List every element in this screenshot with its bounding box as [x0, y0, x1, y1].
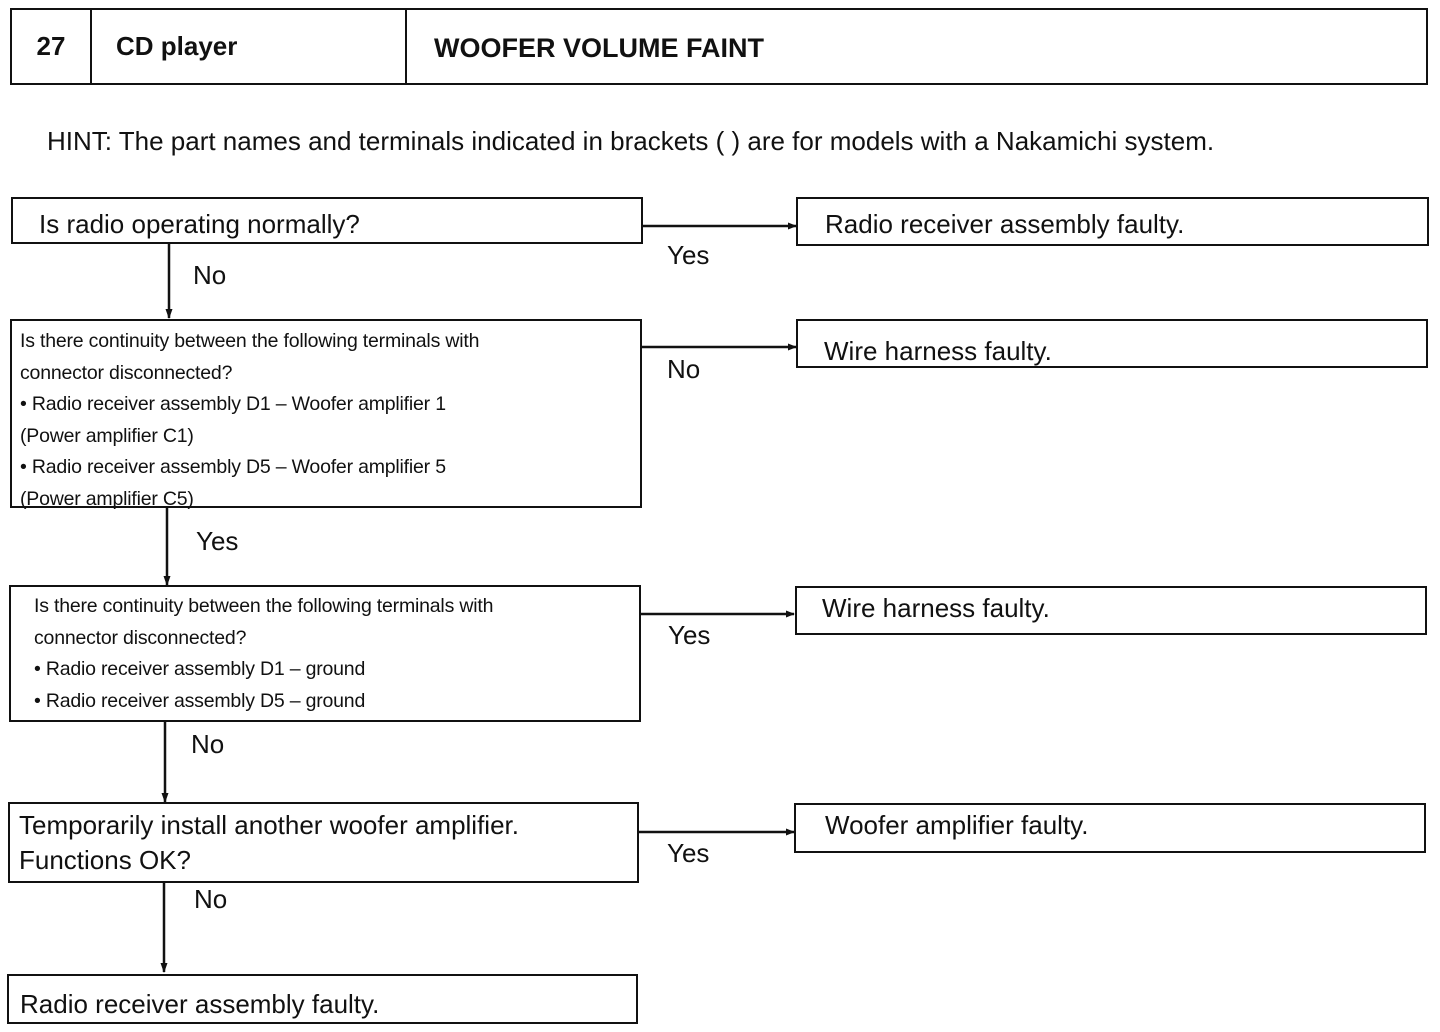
question-line: connector disconnected? — [34, 626, 247, 649]
result-text: Radio receiver assembly faulty. — [20, 989, 380, 1019]
question-line: • Radio receiver assembly D5 – Woofer amplifier 5 — [20, 456, 446, 478]
question-line: • Radio receiver assembly D1 – ground — [34, 658, 366, 680]
question-line: connector disconnected? — [20, 361, 233, 384]
result-text: Woofer amplifier faulty. — [825, 810, 1089, 840]
label-step1-down: No — [193, 260, 227, 290]
question-line: Is radio operating normally? — [39, 209, 360, 239]
question-box-radio-operating — [11, 197, 643, 244]
result-text: Wire harness faulty. — [824, 336, 1052, 366]
section-number: 27 — [12, 10, 92, 83]
question-line: Functions OK? — [19, 845, 191, 875]
final-result-box — [7, 974, 638, 1024]
hint-text: HINT: The part names and terminals indicated in brackets ( ) are for models with a Nakamichi system. — [47, 126, 1215, 156]
question-line: (Power amplifier C1) — [20, 424, 194, 447]
result-text: Wire harness faulty. — [822, 593, 1050, 623]
label-step3-side: Yes — [668, 620, 711, 650]
question-line: • Radio receiver assembly D5 – ground — [34, 689, 366, 712]
label-step4-side: Yes — [667, 838, 710, 868]
result-box-radio-receiver-faulty — [796, 197, 1429, 246]
result-box-wire-harness-faulty-1 — [796, 319, 1428, 368]
label-step4-down: No — [194, 884, 228, 914]
question-line: Is there continuity between the following terminals with — [20, 330, 480, 352]
question-line: • Radio receiver assembly D1 – Woofer amplifier 1 — [20, 393, 446, 415]
label-step2-side: No — [667, 354, 701, 384]
question-line: (Power amplifier C5) — [20, 487, 194, 510]
result-box-wire-harness-faulty-2 — [795, 586, 1427, 635]
question-box-continuity-woofer — [10, 319, 642, 508]
question-box-continuity-ground — [9, 585, 641, 722]
label-step3-down: No — [191, 729, 225, 759]
label-step1-side: Yes — [667, 240, 710, 270]
label-step2-down: Yes — [196, 526, 239, 556]
question-box-install-woofer — [8, 802, 639, 883]
question-line: Is there continuity between the following terminals with — [34, 595, 494, 617]
section-name: CD player — [92, 10, 407, 83]
question-line: Temporarily install another woofer amplifier. — [19, 810, 519, 840]
result-text: Radio receiver assembly faulty. — [825, 209, 1185, 239]
result-box-woofer-amplifier-faulty — [794, 803, 1426, 853]
page-title: WOOFER VOLUME FAINT — [434, 33, 764, 63]
